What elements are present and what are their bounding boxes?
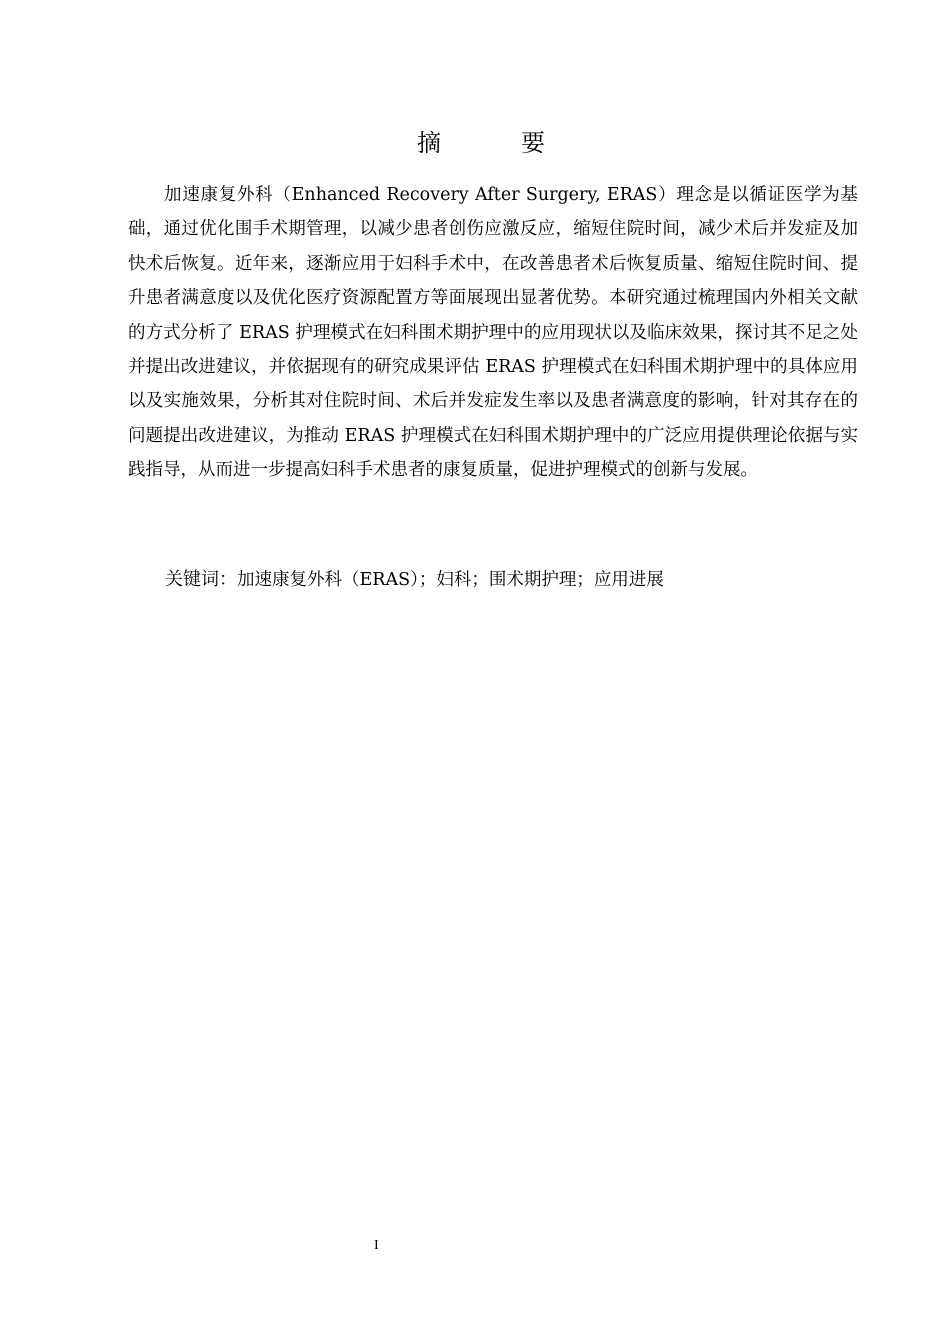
abstract-paragraph: 加速康复外科（Enhanced Recovery After Surgery, ERAS）理念是以循证医学为基础，通过优化围手术期管理，以减少患者创伤应激反应，缩短住院时间，减少术后并发症及加快术后恢复。近年来，逐渐应用于妇科手术中，在改善患者术后恢复质量、缩短住院时间、提升患者满意度以及优化医疗资源配置方等面展现出显著优势。本研究通过梳理国内外相关文献的方式分析了 ERAS 护理模式在妇科围术期护理中的应用现状以及临床效果，探讨其不足之处并提出改进建议，并依据现有的研究成果评估 ERAS 护理模式在妇科围术期护理中的具体应用以及实施效果，分析其对住院时间、术后并发症发生率以及患者满意度的影响，针对其存在的问题提出改进建议，为推动 ERAS 护理模式在妇科围术期护理中的广泛应用提供理论依据与实践指导，从而进一步提高妇科手术患者的康复质量，促进护理模式的创新与发展。: [128, 185, 858, 481]
page-number: I: [374, 1238, 379, 1253]
keywords-label: 关键词：: [165, 569, 237, 590]
keywords-text: 加速康复外科（ERAS）；妇科；围术期护理；应用进展: [237, 570, 664, 590]
page-title: 摘 要: [417, 129, 573, 157]
keywords-line: [165, 563, 865, 597]
